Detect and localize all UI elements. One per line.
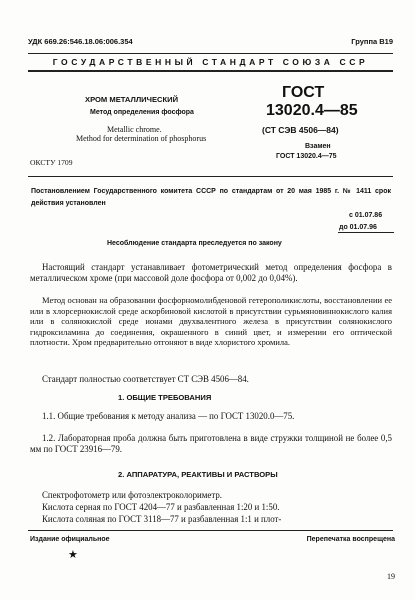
instead-value: ГОСТ 13020.4—75: [276, 153, 337, 160]
law-warning: Несоблюдение стандарта преследуется по закону: [107, 240, 282, 247]
page-number: 19: [387, 572, 395, 581]
section-2-heading: 2. АППАРАТУРА, РЕАКТИВЫ И РАСТВОРЫ: [118, 470, 278, 479]
banner-rule: [28, 70, 393, 72]
section-2-line-1: Спектрофотометр или фотоэлектроколориметр.: [42, 490, 222, 500]
body-paragraph-2: Метод основан на образовании фосфорномолибденовой гетерополикислоты, восстановлении ее или в хлорсернокислой среде аскорбиновой кислотой в присутствии сурьмяновиннокислого калия или в солянокислой среде ионами двухвалентного железа в присутствии солянокислого гидроксиламина до соединения, окрашенного в синий цвет, и измерении его оптической плотности. Хром предварительно отгоняют в виде хлористого хромила.: [30, 295, 392, 347]
standard-banner: ГОСУДАРСТВЕННЫЙ СТАНДАРТ СОЮЗА ССР: [52, 57, 369, 67]
footer-rule: [28, 530, 393, 531]
title-en-sub: Method for determination of phosphorus: [76, 134, 207, 143]
body-paragraph-3: Стандарт полностью соответствует СТ СЭВ 4506—84.: [42, 374, 249, 384]
gost-label: ГОСТ: [282, 84, 325, 101]
okstu-code: ОКСТУ 1709: [30, 158, 73, 167]
decree-text: Постановлением Государственного комитета СССР по стандартам от 20 мая 1985 г. № 1411 срок действия установлен: [31, 188, 391, 207]
valid-to: до 01.07.96: [339, 224, 377, 231]
section-1-heading: 1. ОБЩИЕ ТРЕБОВАНИЯ: [118, 393, 212, 402]
valid-from: с 01.07.86: [349, 212, 383, 219]
gost-number: 13020.4—85: [266, 102, 358, 119]
official-edition: Издание официальное: [30, 536, 110, 543]
title-en-main: Metallic chrome.: [107, 125, 162, 134]
separator-rule: [28, 176, 393, 177]
instead-label: Взамен: [305, 143, 331, 150]
group-code: Группа В19: [351, 37, 393, 46]
section-1-item-2: 1.2. Лабораторная проба должна быть приготовлена в виде стружки толщиной не более 0,5 мм по ГОСТ 23916—79.: [30, 433, 392, 454]
reprint-prohibited: Перепечатка воспрещена: [306, 536, 395, 543]
section-2-line-3: Кислота соляная по ГОСТ 3118—77 и разбавленная 1:1 и плот-: [42, 514, 282, 524]
top-rule: [28, 53, 393, 54]
sev-reference: (СТ СЭВ 4506—84): [262, 125, 339, 135]
udk-code: УДК 669.26:546.18.06:006.354: [28, 37, 133, 46]
body-paragraph-1: Настоящий стандарт устанавливает фотометрический метод определения фосфора в металлическом хроме (при массовой доле фосфора от 0,002 до 0,04%).: [30, 262, 392, 283]
section-2-line-2: Кислота серная по ГОСТ 4204—77 и разбавленная 1:20 и 1:50.: [42, 502, 280, 512]
star-icon: ★: [68, 549, 78, 561]
section-1-item-1: 1.1. Общие требования к методу анализа — по ГОСТ 13020.0—75.: [42, 411, 295, 421]
title-ru-main: ХРОМ МЕТАЛЛИЧЕСКИЙ: [85, 95, 179, 104]
dates-underline: [338, 232, 394, 233]
title-ru-sub: Метод определения фосфора: [90, 109, 194, 116]
